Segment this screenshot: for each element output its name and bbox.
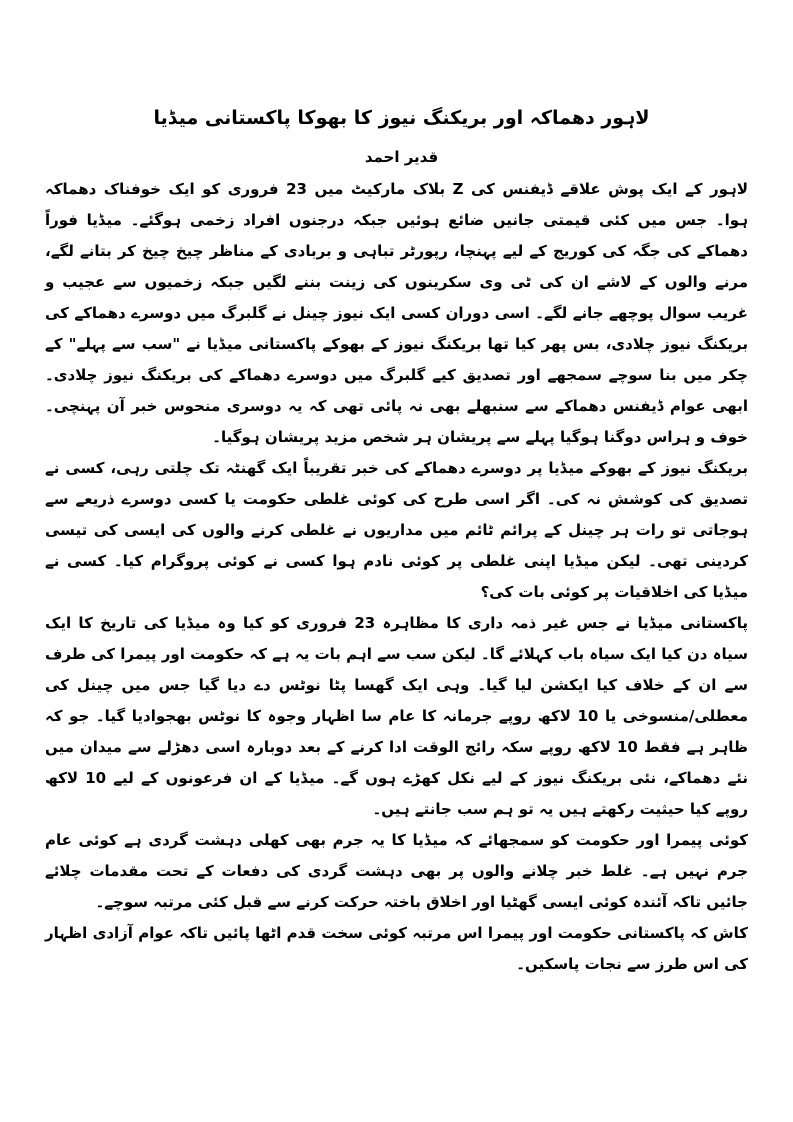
article-paragraph-4: کوئی پیمرا اور حکومت کو سمجھائے کہ میڈیا کا یہ جرم بھی کھلی دہشت گردی ہے کوئی عام جرم نہیں ہے۔ غلط خبر چلانے والوں پر بھی دہشت گردی کی دفعات کے تحت مقدمات چلائے جائیں تاکہ آئندہ کوئی ایسی گھٹیا اور اخلاق باختہ حرکت کرنے سے قبل کئی مرتبہ سوچے۔ — [45, 831, 748, 911]
article-paragraph-3: پاکستانی میڈیا نے جس غیر ذمہ داری کا مظاہرہ 23 فروری کو کیا وہ میڈیا کی تاریخ کا ایک سیاہ دن کیا ایک سیاہ باب کہلائے گا۔ لیکن سب سے اہم بات یہ ہے کہ حکومت اور پیمرا کی طرف سے ان کے خلاف کیا ایکشن لیا گیا۔ وہی ایک گھسا پٹا نوٹس دے دیا گیا جس میں چینل کی معطلی/منسوخی یا 10 لاکھ روپے جرمانہ کا عام سا اظہار وجوہ کا نوٹس بھجوادیا گیا۔ جو کہ ظاہر ہے فقط 10 لاکھ روپے سکہ رائج الوقت ادا کرنے کے بعد دوبارہ اسی دھڑلے سے میدان میں نئے دھماکے، نئی بریکنگ نیوز کے لیے نکل کھڑے ہوں گے۔ میڈیا کے ان فرعونوں کے لیے 10 لاکھ روپے کیا حیثیت رکھتے ہیں یہ تو ہم سب جانتے ہیں۔ — [45, 614, 749, 818]
article-paragraph-5: کاش کہ پاکستانی حکومت اور پیمرا اس مرتبہ کوئی سخت قدم اٹھا پائیں تاکہ عوام آزادی اظہار کی اس طرز سے نجات پاسکیں۔ — [45, 924, 748, 973]
article-paragraph-1: لاہور کے ایک پوش علاقے ڈیفنس کی Z بلاک مارکیٹ میں 23 فروری کو ایک خوفناک دھماکہ ہوا۔ جس میں کئی قیمتی جانیں ضائع ہوئیں جبکہ درجنوں افراد زخمی ہوگئے۔ میڈیا فوراً دھماکے کی جگہ کی کوریج کے لیے پہنچا، رپورٹر تباہی و بربادی کے مناظر چیخ چیخ کر بتانے لگے، مرنے والوں کے لاشے ان کی ٹی وی سکرینوں کی زینت بننے لگیں جبکہ زخمیوں سے عجیب و غریب سوال پوچھے جانے لگے۔ اسی دوران کسی ایک نیوز چینل نے گلبرگ میں دوسرے دھماکے کی بریکنگ نیوز چلادی، بس پھر کیا تھا بریکنگ نیوز کے بھوکے پاکستانی میڈیا نے "سب سے پہلے" کے چکر میں بنا سوچے سمجھے اور تصدیق کیے گلبرگ میں دوسرے دھماکے کی بریکنگ نیوز چلادی۔ ابھی عوام ڈیفنس دھماکے سے سنبھلے بھی نہ پائی تھی کہ یہ دوسری منحوس خبر آن پہنچی۔ خوف و ہراس دوگنا ہوگیا پہلے سے پریشان ہر شخص مزید پریشان ہوگیا۔ — [45, 180, 748, 446]
article-paragraph-2: بریکنگ نیوز کے بھوکے میڈیا پر دوسرے دھماکے کی خبر تقریباً ایک گھنٹہ تک چلتی رہی، کسی نے تصدیق کی کوشش نہ کی۔ اگر اسی طرح کی کوئی غلطی حکومت یا کسی دوسرے ذریعے سے ہوجاتی تو رات ہر چینل کے پرائم ٹائم میں مداریوں نے غلطی کرنے والوں کی ایسی کی تیسی کردینی تھی۔ لیکن میڈیا اپنی غلطی پر کوئی نادم ہوا کسی نے کوئی پروگرام کیا۔ کسی نے میڈیا کی اخلاقیات پر کوئی بات کی؟ — [45, 459, 748, 601]
article-title: لاہور دھماکہ اور بریکنگ نیوز کا بھوکا پاکستانی میڈیا — [153, 107, 650, 129]
article-author: قدیر احمد — [364, 148, 439, 166]
